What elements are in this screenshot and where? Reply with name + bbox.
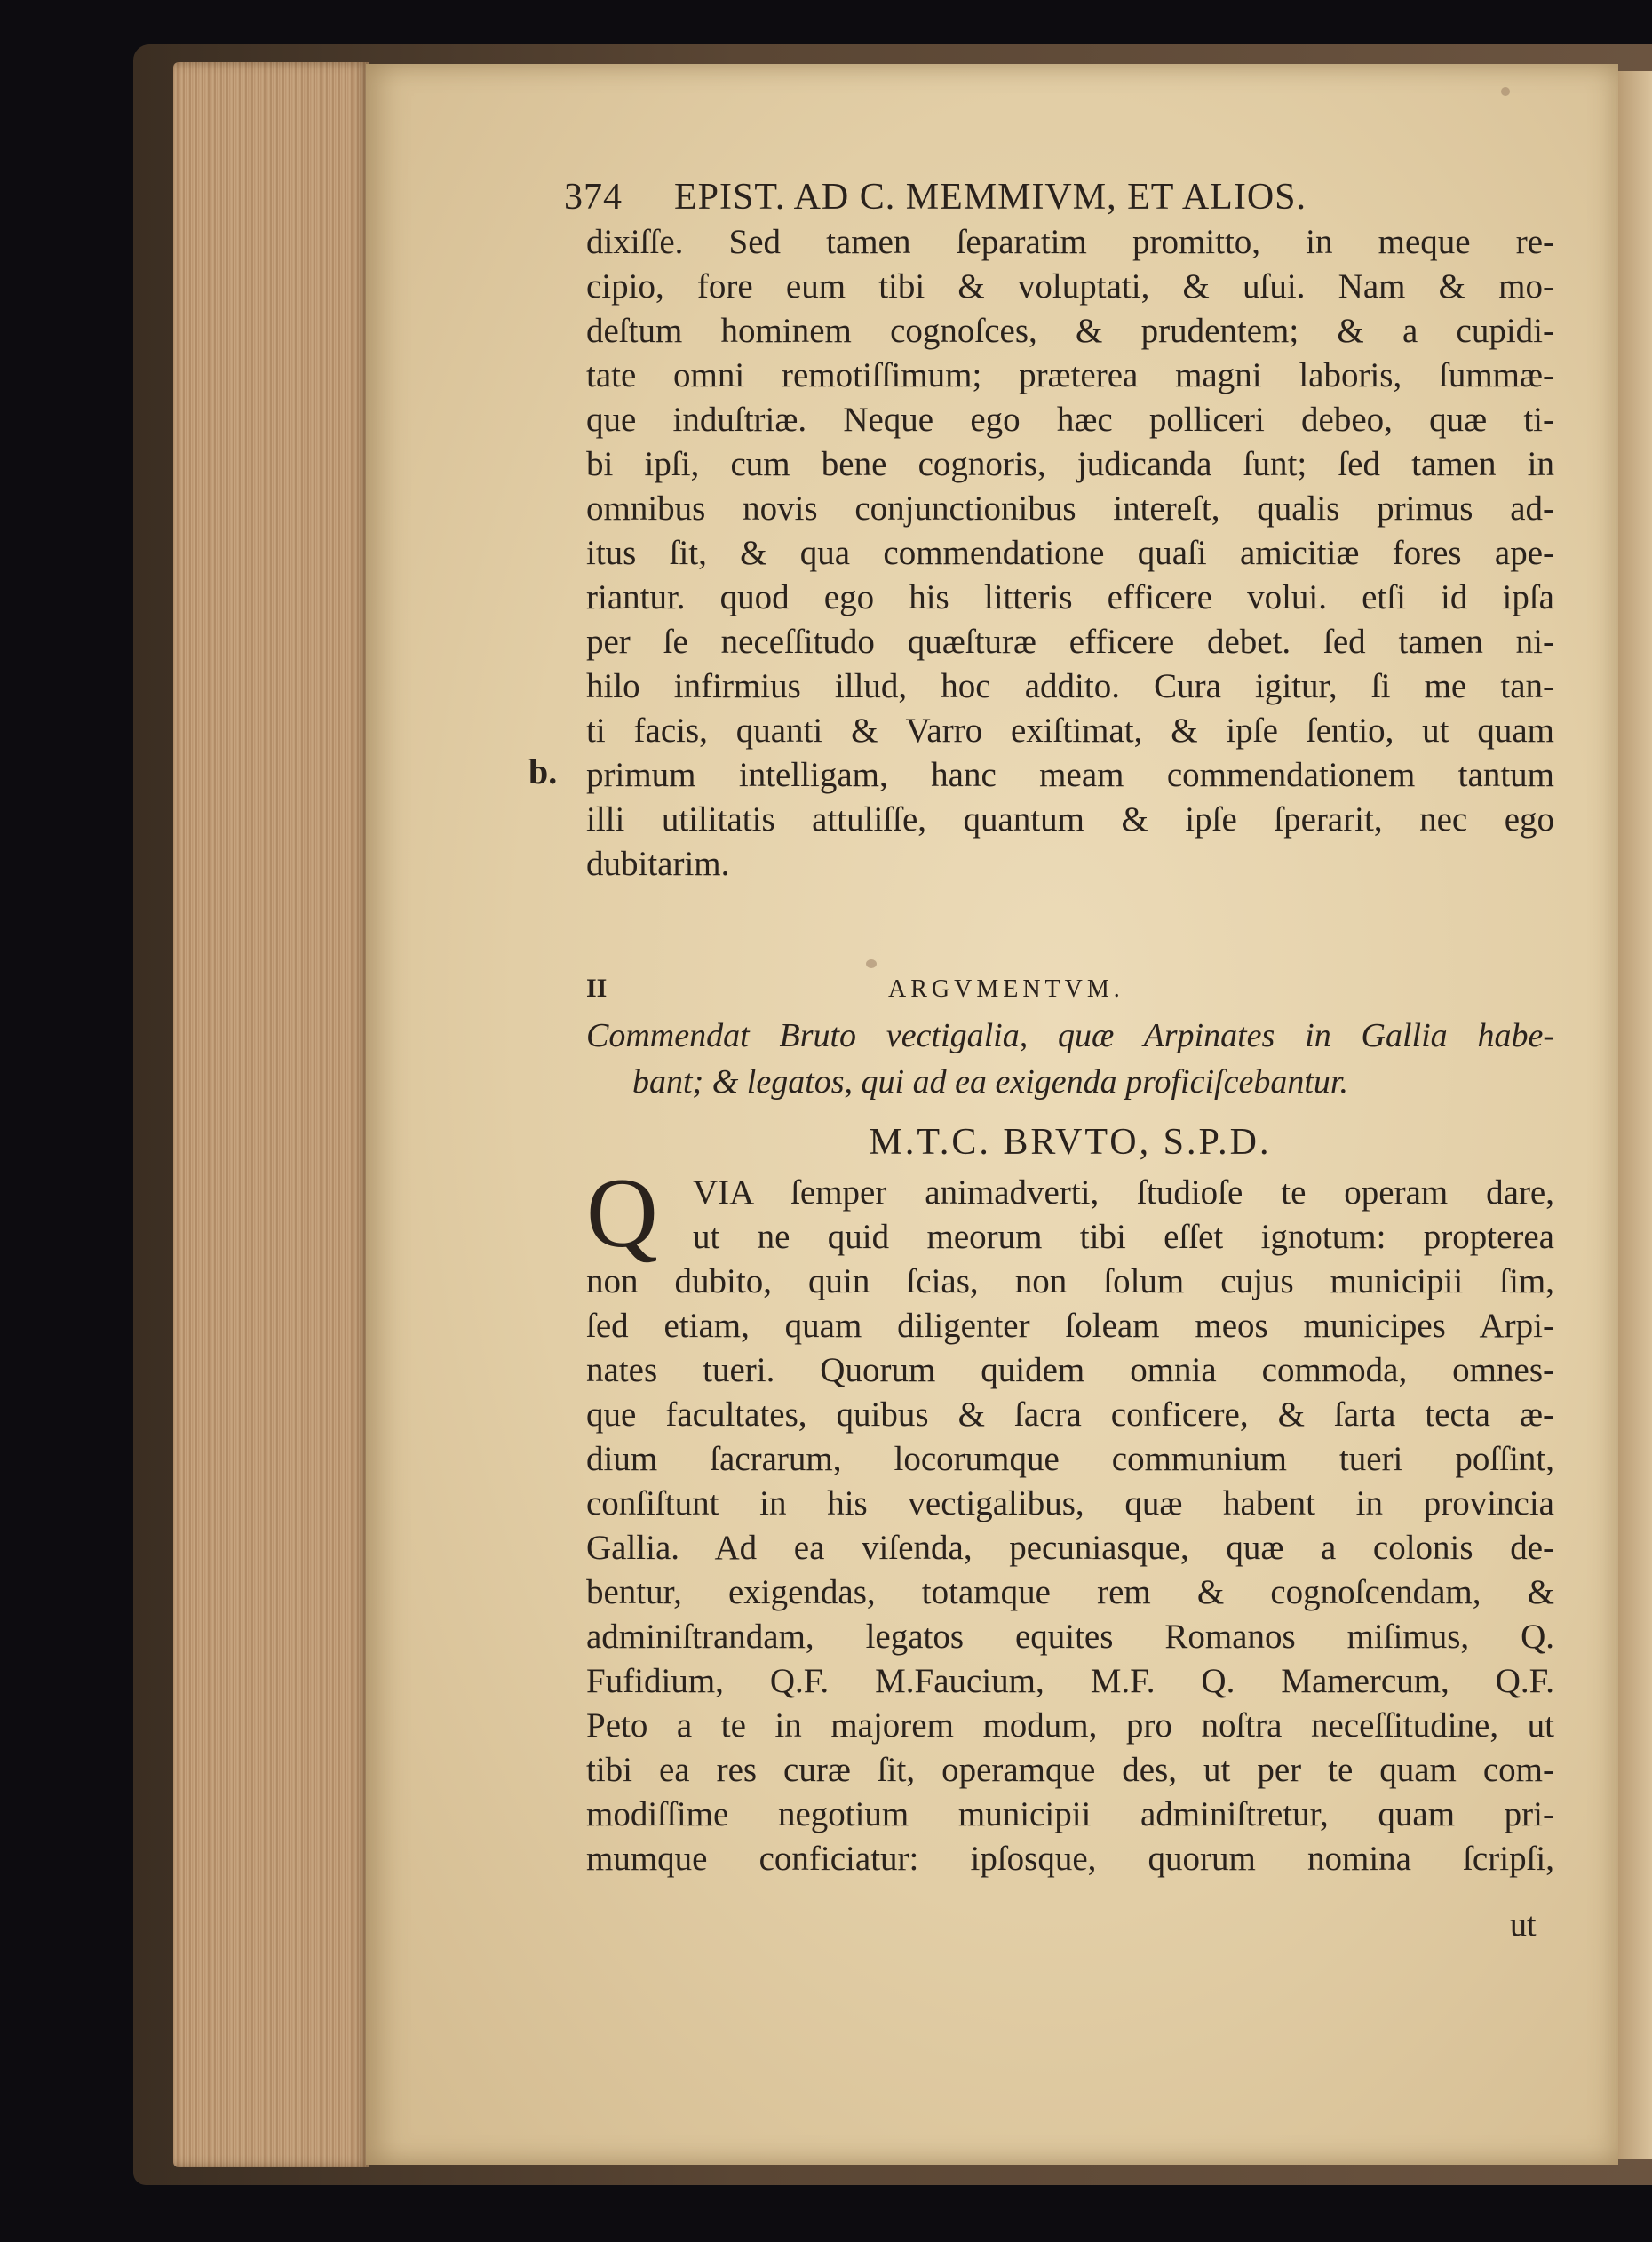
- text-line: per ſe neceſſitudo quæſturæ efficere debet. ſed tamen ni-: [586, 623, 1554, 661]
- text-line: illi utilitatis attuliſſe, quantum & ipſe ſperarit, nec ego: [586, 800, 1554, 839]
- text-line: bi ipſi, cum bene cognoris, judicanda ſunt; ſed tamen in: [586, 445, 1554, 483]
- text-line: que induſtriæ. Neque ego hæc polliceri debeo, quæ ti-: [586, 401, 1554, 439]
- section-number: II: [586, 974, 608, 1003]
- text-line: Peto a te in majorem modum, pro noſtra neceſſitudine, ut: [586, 1706, 1554, 1745]
- paper-speck: [1501, 87, 1510, 96]
- paragraph-1: [586, 220, 1554, 886]
- argumentum-text: [586, 1013, 1554, 1105]
- text-line: adminiſtrandam, legatos equites Romanos miſimus, Q.: [586, 1618, 1554, 1656]
- paragraph-2: [586, 1171, 1554, 1881]
- text-line: hilo infirmius illud, hoc addito. Cura igitur, ſi me tan-: [586, 667, 1554, 705]
- text-line: omnibus novis conjunctionibus intereſt, qualis primus ad-: [586, 489, 1554, 528]
- text-line: itus ſit, & qua commendatione quaſi amicitiæ fores ape-: [586, 534, 1554, 572]
- text-line: modiſſime negotium municipii adminiſtretur, quam pri-: [586, 1795, 1554, 1833]
- catchword: ut: [1510, 1906, 1537, 1944]
- argumentum-line: bant; & legatos, qui ad ea exigenda proficiſcebantur.: [632, 1063, 1348, 1101]
- text-line: conſiſtunt in his vectigalibus, quæ habent in provincia: [586, 1484, 1554, 1522]
- page-number: 374: [564, 177, 623, 218]
- text-line: Fufidium, Q.F. M.Faucium, M.F. Q. Mamercum, Q.F.: [586, 1662, 1554, 1700]
- drop-cap: Q: [586, 1158, 658, 1268]
- text-line: deſtum hominem cognoſces, & prudentem; & a cupidi-: [586, 312, 1554, 350]
- text-line: ſed etiam, quam diligenter ſoleam meos municipes Arpi-: [586, 1307, 1554, 1345]
- facing-page-edge: [1618, 71, 1652, 2159]
- text-line: ti facis, quanti & Varro exiſtimat, & ipſe ſentio, ut quam: [586, 712, 1554, 750]
- paper-speck: [866, 959, 877, 968]
- text-line: nates tueri. Quorum quidem omnia commoda, omnes-: [586, 1351, 1554, 1389]
- text-line: primum intelligam, hanc meam commendationem tantum: [586, 756, 1554, 794]
- margin-note: b.: [528, 751, 558, 791]
- text-line: dixiſſe. Sed tamen ſeparatim promitto, in meque re-: [586, 223, 1554, 261]
- text-line: Gallia. Ad ea viſenda, pecuniasque, quæ a colonis de-: [586, 1529, 1554, 1567]
- text-line: dium ſacrarum, locorumque communium tueri poſſint,: [586, 1440, 1554, 1478]
- text-line: non dubito, quin ſcias, non ſolum cujus municipii ſim,: [586, 1262, 1554, 1300]
- text-line: ut ne quid meorum tibi eſſet ignotum: propterea: [693, 1218, 1554, 1256]
- argumentum-title: ARGVMENTVM.: [888, 975, 1124, 1003]
- text-line: cipio, fore eum tibi & voluptati, & uſui. Nam & mo-: [586, 267, 1554, 306]
- text-line: tibi ea res curæ ſit, operamque des, ut per te quam com-: [586, 1751, 1554, 1789]
- salutation: M.T.C. BRVTO, S.P.D.: [869, 1122, 1272, 1163]
- text-line: tate omni remotiſſimum; præterea magni laboris, ſummæ-: [586, 356, 1554, 394]
- text-line: riantur. quod ego his litteris efficere volui. etſi id ipſa: [586, 578, 1554, 616]
- text-line: que facultates, quibus & ſacra conficere, & ſarta tecta æ-: [586, 1395, 1554, 1434]
- running-title: EPIST. AD C. MEMMIVM, ET ALIOS.: [674, 177, 1307, 218]
- text-line: mumque conficiatur: ipſosque, quorum nomina ſcripſi,: [586, 1840, 1554, 1878]
- text-line: VIA ſemper animadverti, ſtudioſe te operam dare,: [693, 1173, 1554, 1212]
- text-line: bentur, exigendas, totamque rem & cognoſcendam, &: [586, 1573, 1554, 1611]
- text-line: dubitarim.: [586, 845, 730, 883]
- page-edges: [173, 62, 369, 2167]
- argumentum-line: Commendat Bruto vectigalia, quæ Arpinates in Gallia habe-: [586, 1017, 1554, 1054]
